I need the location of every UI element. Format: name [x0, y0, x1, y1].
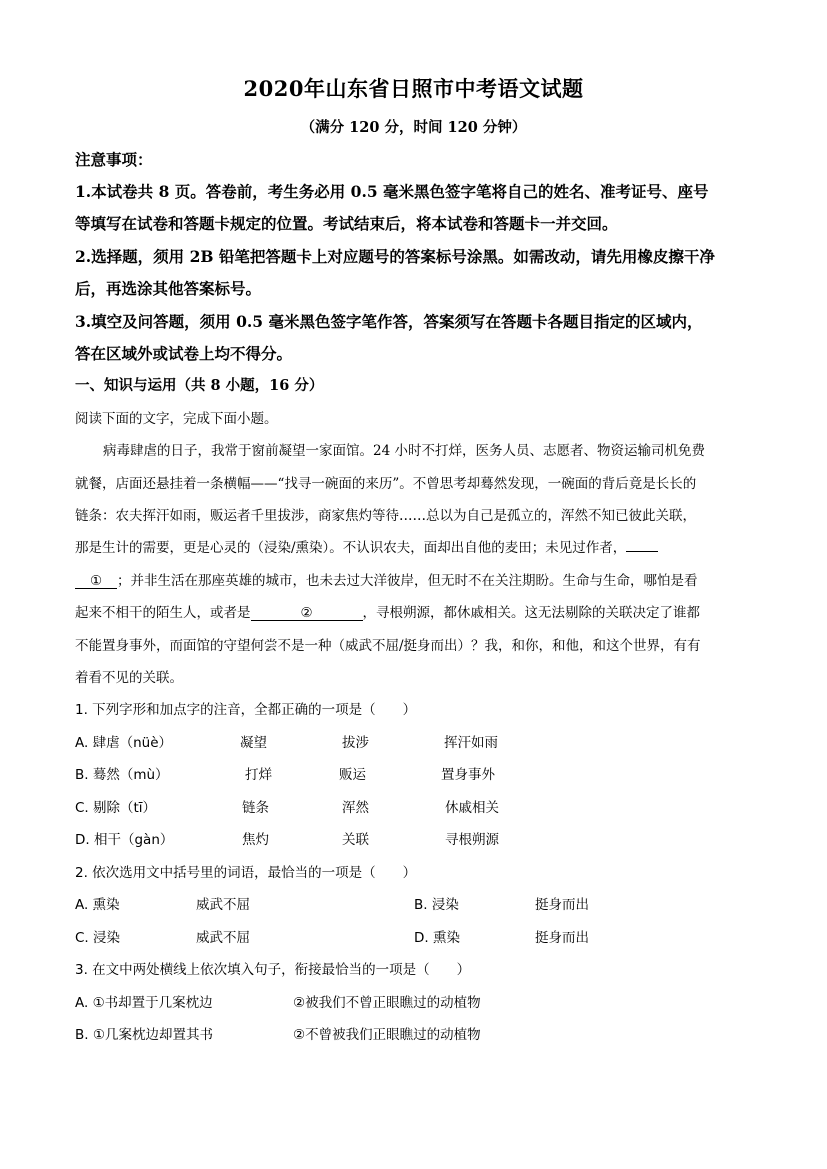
q3-option-b-label: B. ①几案枕边却置其书	[75, 1027, 213, 1043]
passage-line	[75, 569, 698, 589]
question-2-stem: 2. 依次选用文中括号里的词语，最恰当的一项是（ ）	[75, 865, 417, 881]
question-3-stem: 3. 在文中两处横线上依次填入句子，衔接最恰当的一项是（ ）	[75, 962, 471, 978]
fill-blank-2	[251, 605, 363, 621]
q1-option-c-word: 链条	[242, 800, 269, 816]
q2-option-d-label: D. 熏染	[414, 930, 460, 946]
q1-option-c-label: C. 剔除（tī）	[75, 800, 157, 816]
passage-line	[75, 601, 700, 621]
q1-option-c-word: 休戚相关	[445, 800, 499, 816]
q1-option-b-word: 置身事外	[441, 767, 495, 783]
q2-option-b-word: 挺身而出	[535, 897, 589, 913]
passage-text: ；并非生活在那座英雄的城市，也未去过大洋彼岸，但无时不在关注期盼。生命与生命，哪怕是看	[117, 573, 698, 589]
q2-option-a-word: 威武不屈	[196, 897, 250, 913]
q1-option-b-word: 贩运	[339, 767, 366, 783]
q1-option-d-word: 关联	[342, 832, 369, 848]
q1-option-d-word: 焦灼	[242, 832, 269, 848]
q1-option-d-word: 寻根朔源	[445, 832, 499, 848]
instruction-text: 阅读下面的文字，完成下面小题。	[75, 411, 278, 427]
passage-text: 起来不相干的陌生人，或者是	[75, 605, 251, 621]
q1-option-a-word: 挥汗如雨	[444, 735, 498, 751]
q2-option-c-word: 威武不屈	[196, 930, 250, 946]
section-heading: 一、知识与运用（共 8 小题，16 分）	[75, 377, 324, 394]
q1-option-c-word: 浑然	[342, 800, 369, 816]
passage-line: 着看不见的关联。	[75, 670, 183, 686]
question-1-stem: 1. 下列字形和加点字的注音，全都正确的一项是（ ）	[75, 702, 417, 718]
q1-option-b-label: B. 蓦然（mù）	[75, 767, 169, 783]
q1-option-a-word: 凝望	[240, 735, 267, 751]
q2-option-c-label: C. 浸染	[75, 930, 121, 946]
fill-blank	[626, 536, 658, 552]
page-title: 2020年山东省日照市中考语文试题	[243, 76, 584, 101]
q1-option-b-word: 打烊	[245, 767, 272, 783]
notice-heading: 注意事项：	[75, 150, 153, 169]
q2-option-d-word: 挺身而出	[535, 930, 589, 946]
q2-option-a-label: A. 熏染	[75, 897, 120, 913]
notice-line: 后，再选涂其他答案标号。	[75, 279, 262, 298]
q1-option-d-label: D. 相干（gàn）	[75, 832, 174, 848]
fill-blank-1	[75, 573, 117, 589]
passage-text: 那是生计的需要，更是心灵的（浸染/熏染）。不认识农夫，面却出自他的麦田；未见过作者，	[75, 540, 627, 556]
passage-text: ，寻根朔源，都休戚相关。这无法剔除的关联决定了谁都	[362, 605, 700, 621]
passage-line	[75, 536, 658, 556]
passage-line: 链条：农夫挥汗如雨，贩运者千里拔涉，商家焦灼等待……总以为自己是孤立的，浑然不知已彼此关联，	[75, 508, 696, 524]
q1-option-a-label: A. 肆虐（nüè）	[75, 735, 172, 751]
notice-line: 答在区域外或试卷上均不得分。	[75, 344, 293, 363]
notice-line: 1.本试卷共 8 页。答卷前，考生务必用 0.5 毫米黑色签字笔将自己的姓名、准考证号、座号	[75, 182, 709, 201]
passage-line: 病毒肆虐的日子，我常于窗前凝望一家面馆。24 小时不打烊，医务人员、志愿者、物资运输司机免费	[103, 443, 705, 459]
q1-option-a-word: 拔涉	[342, 735, 369, 751]
notice-line: 3.填空及问答题，须用 0.5 毫米黑色签字笔作答，答案须写在答题卡各题目指定的区域内，	[75, 312, 703, 331]
page-subtitle: （满分 120 分，时间 120 分钟）	[300, 119, 527, 136]
q3-option-a-label: A. ①书却置于几案枕边	[75, 995, 213, 1011]
q2-option-b-label: B. 浸染	[414, 897, 459, 913]
passage-line: 就餐，店面还悬挂着一条横幅——“找寻一碗面的来历”。不曾思考却蓦然发现，一碗面的背后竟是长长的	[75, 476, 697, 492]
q3-option-b-text: ②不曾被我们正眼瞧过的动植物	[293, 1027, 481, 1043]
passage-line: 不能置身事外，而面馆的守望何尝不是一种（威武不屈/挺身而出）？我，和你，和他，和这个世界，有有	[75, 638, 701, 654]
blank-marker: ②	[300, 605, 313, 621]
q3-option-a-text: ②被我们不曾正眼瞧过的动植物	[293, 995, 481, 1011]
notice-line: 2.选择题，须用 2B 铅笔把答题卡上对应题号的答案标号涂黑。如需改动，请先用橡皮擦干净	[75, 247, 715, 266]
blank-marker: ①	[89, 573, 103, 589]
notice-line: 等填写在试卷和答题卡规定的位置。考试结束后，将本试卷和答题卡一并交回。	[75, 214, 618, 233]
